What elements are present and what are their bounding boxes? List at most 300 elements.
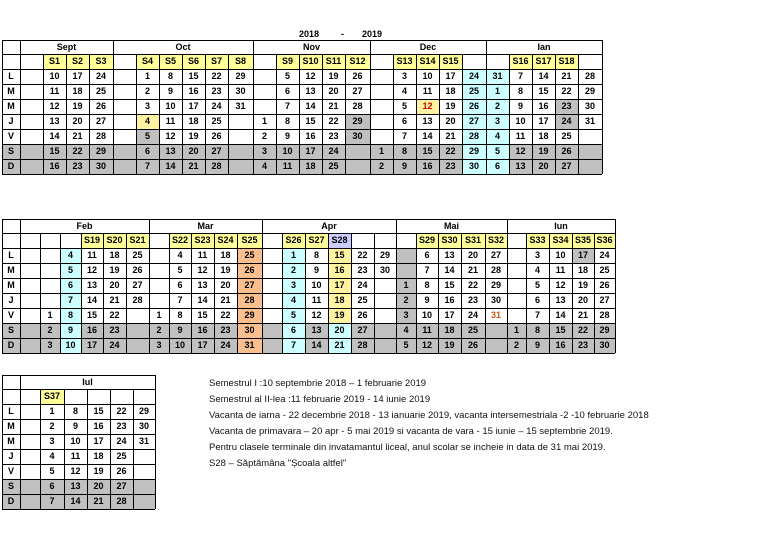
day-cell: 13 [515,161,526,171]
day-cell [374,323,396,338]
day-label: M [7,86,15,96]
day-cell: 13 [165,146,176,156]
day-cell [113,159,136,174]
week-label [149,233,169,248]
day-cell: 10 [174,340,185,350]
day-cell [149,248,169,263]
day-cell [370,99,393,114]
day-cell: 8 [517,86,523,96]
day-cell: 4 [261,161,267,171]
day-cell: 18 [109,250,120,260]
day-cell: 22 [577,325,588,335]
day-cell: 7 [49,496,55,506]
day-cell [374,338,396,353]
day-cell: 22 [357,250,368,260]
grid-line [2,338,615,339]
grid-line [351,233,352,353]
grid-line [159,54,160,174]
day-cell: 3 [261,146,267,156]
day-cell: 25 [599,265,610,275]
day-cell: 21 [328,101,339,111]
day-cell: 12 [86,265,97,275]
day-cell: 1 [47,310,53,320]
grid-line [486,40,487,174]
day-cell: 1 [156,310,162,320]
day-cell: 17 [86,340,97,350]
day-cell: 23 [211,86,222,96]
day-cell: 23 [357,265,368,275]
day-cell: 24 [328,146,339,156]
day-label: J [8,295,14,305]
week-label [253,54,276,69]
day-cell: 16 [444,295,455,305]
day-cell: 12 [416,99,439,114]
day-cell: 14 [311,340,322,350]
day-cell: 24 [220,340,231,350]
day-cell: 4 [396,323,416,338]
day-cell: 14 [305,101,316,111]
month-label: Ian [537,42,551,52]
week-label [87,389,110,404]
day-cell: 5 [403,340,409,350]
day-cell: 13 [70,481,81,491]
grid-line [370,40,371,174]
day-cell: 20 [220,280,231,290]
week-label: S14 [416,54,439,69]
day-cell: 2 [378,161,384,171]
day-cell [126,308,149,323]
day-cell: 8 [60,308,81,323]
day-cell: 1 [486,84,509,99]
week-label [396,233,416,248]
day-cell [253,99,276,114]
day-cell [133,449,155,464]
day-cell: 27 [561,161,572,171]
day-cell: 14 [555,310,566,320]
week-label: S27 [305,233,328,248]
week-label [486,54,509,69]
day-cell: 18 [220,250,231,260]
day-cell [113,114,136,129]
day-cell: 21 [72,131,83,141]
month-label: Mai [443,221,459,231]
day-cell [20,84,43,99]
day-cell: 16 [422,161,433,171]
day-cell: 26 [95,101,106,111]
day-cell [485,338,507,353]
day-cell [262,338,282,353]
week-label: S10 [299,54,322,69]
week-label: S16 [509,54,532,69]
day-cell: 18 [93,451,104,461]
day-cell: 22 [109,310,120,320]
day-cell: 24 [116,436,127,446]
grid-line [155,375,156,509]
day-cell: 2 [282,263,305,278]
day-cell: 17 [328,278,351,293]
day-cell: 7 [517,71,523,81]
year-separator: - [341,29,344,39]
day-cell: 17 [444,310,455,320]
day-cell [507,308,526,323]
day-cell: 15 [444,280,455,290]
day-cell [149,263,169,278]
day-cell: 5 [60,263,81,278]
grid-line [507,219,508,353]
day-cell: 31 [584,116,595,126]
grid-line [182,54,183,174]
day-cell: 20 [467,250,478,260]
day-cell: 29 [95,146,106,156]
day-label: D [7,161,15,171]
day-cell: 7 [284,101,290,111]
day-cell: 24 [211,101,222,111]
day-cell: 13 [311,325,322,335]
day-cell: 1 [49,406,55,416]
day-cell [578,144,602,159]
day-cell: 20 [109,280,120,290]
day-cell: 9 [517,101,523,111]
week-label: S36 [594,233,615,248]
grid-line [2,248,615,249]
grid-line [2,40,3,174]
legend-semester-2: Semestrul al II-lea :11 februarie 2019 - 14 iunie 2019 [209,394,431,405]
day-cell: 29 [490,280,501,290]
week-label: S19 [81,233,103,248]
day-cell: 13 [86,280,97,290]
day-cell [20,278,40,293]
grid-line [416,54,417,174]
day-cell: 11 [555,265,566,275]
day-cell: 3 [534,250,540,260]
day-cell: 27 [95,116,106,126]
day-cell [507,248,526,263]
week-label [110,389,133,404]
day-cell: 15 [93,406,104,416]
day-cell: 4 [177,250,183,260]
day-cell: 27 [490,250,501,260]
grid-line [2,219,615,220]
day-cell: 3 [401,71,407,81]
day-cell: 2 [513,340,519,350]
day-cell: 28 [132,295,143,305]
grid-line [113,40,114,174]
week-label: S37 [40,389,64,404]
day-cell [126,338,149,353]
day-cell [262,323,282,338]
week-label: S25 [237,233,262,248]
day-cell: 11 [422,86,433,96]
day-cell: 22 [561,86,572,96]
day-cell: 29 [599,325,610,335]
day-cell: 15 [305,116,316,126]
day-cell: 17 [572,248,594,263]
legend-school-different-week: S28 – Săptămâna "Școala altfel" [209,458,347,469]
grid-line [136,54,137,174]
day-cell [396,248,416,263]
day-cell: 26 [116,466,127,476]
day-cell: 14 [70,496,81,506]
day-cell [396,263,416,278]
legend-final-classes: Pentru clasele terminale din invatamantul liceal, anul scolar se incheie in data de 31 mai 2019. [209,442,606,453]
day-cell [507,293,526,308]
grid-line [2,144,602,145]
day-cell: 8 [72,406,78,416]
day-cell: 20 [328,323,351,338]
day-cell: 27 [599,295,610,305]
day-cell [20,69,43,84]
day-cell: 23 [72,161,83,171]
grid-line [253,40,254,174]
day-cell: 4 [401,86,407,96]
day-cell: 6 [534,295,540,305]
day-cell: 29 [379,250,390,260]
day-cell [20,323,40,338]
week-label: S35 [572,233,594,248]
day-cell: 22 [72,146,83,156]
day-cell: 19 [328,308,351,323]
grid-line [103,233,104,353]
day-cell: 28 [490,265,501,275]
week-label: S32 [485,233,507,248]
day-cell: 31 [138,436,149,446]
day-cell [126,323,149,338]
day-label: M [7,421,15,431]
day-cell [113,69,136,84]
day-cell: 16 [93,421,104,431]
grid-line [214,233,215,353]
day-cell: 1 [396,278,416,293]
day-cell: 25 [357,295,368,305]
grid-line [2,174,602,175]
grid-line [549,233,550,353]
day-cell: 31 [235,101,246,111]
day-cell: 30 [95,161,106,171]
grid-line [2,99,602,100]
day-cell: 7 [534,310,540,320]
grid-line [262,219,263,353]
week-label [262,233,282,248]
day-cell: 14 [197,295,208,305]
day-cell: 14 [86,295,97,305]
grid-line [89,54,90,174]
day-cell: 14 [422,131,433,141]
grid-line [2,84,602,85]
day-cell [20,434,40,449]
day-cell: 20 [577,295,588,305]
day-cell: 14 [165,161,176,171]
grid-line [20,219,21,353]
day-cell: 26 [561,146,572,156]
grid-line [396,219,397,353]
day-cell [20,494,40,509]
day-cell [20,293,40,308]
month-label: Apr [321,221,337,231]
day-cell: 11 [282,161,293,171]
day-cell: 24 [357,280,368,290]
day-label: D [7,340,15,350]
day-cell: 21 [93,496,104,506]
day-cell: 13 [197,280,208,290]
day-cell: 16 [305,131,316,141]
week-label: S9 [276,54,299,69]
day-cell [262,248,282,263]
grid-line [2,293,615,294]
grid-line [2,308,615,309]
day-cell [374,293,396,308]
day-cell [20,404,40,419]
grid-line [578,54,579,174]
grid-line [64,389,65,509]
day-cell: 3 [144,101,150,111]
day-cell: 8 [313,250,319,260]
grid-line [485,233,486,353]
day-cell: 1 [282,248,305,263]
day-cell: 19 [109,265,120,275]
week-label: S29 [416,233,438,248]
day-cell: 12 [305,71,316,81]
day-cell: 19 [444,340,455,350]
day-cell: 28 [211,161,222,171]
day-cell [370,129,393,144]
day-cell: 20 [445,116,456,126]
week-label [20,54,43,69]
day-cell: 4 [136,114,159,129]
day-cell: 8 [401,146,407,156]
day-cell: 26 [467,340,478,350]
day-cell [20,99,43,114]
day-cell: 31 [490,310,501,320]
grid-line [110,389,111,509]
grid-line [191,233,192,353]
day-cell: 9 [177,325,183,335]
day-cell: 23 [328,131,339,141]
day-cell: 28 [599,310,610,320]
grid-line [509,54,510,174]
day-cell: 2 [486,99,509,114]
week-label [40,233,60,248]
day-cell [113,144,136,159]
grid-line [66,54,67,174]
day-label: D [7,496,15,506]
day-cell: 12 [515,146,526,156]
day-label: V [7,131,14,141]
day-cell: 16 [197,325,208,335]
grid-line [374,233,375,353]
day-cell: 10 [60,338,81,353]
day-cell [20,114,43,129]
day-label: S [7,481,14,491]
day-cell: 12 [421,340,432,350]
day-cell: 6 [424,250,430,260]
day-cell: 17 [305,146,316,156]
day-cell: 29 [462,144,486,159]
day-cell: 2 [144,86,150,96]
day-cell: 22 [220,310,231,320]
day-cell: 21 [109,295,120,305]
day-cell: 17 [72,71,83,81]
day-cell: 9 [167,86,173,96]
month-label: Oct [175,42,191,52]
day-cell [40,293,60,308]
day-cell: 30 [235,86,246,96]
day-cell [20,464,40,479]
day-cell: 24 [555,114,578,129]
week-label: S13 [393,54,416,69]
day-cell [113,84,136,99]
day-cell: 30 [462,159,486,174]
day-cell: 19 [445,101,456,111]
week-label [60,233,81,248]
day-cell: 5 [284,71,290,81]
day-cell: 6 [49,481,55,491]
grid-line [169,233,170,353]
day-cell: 8 [534,325,540,335]
grid-line [81,233,82,353]
day-cell: 27 [237,278,262,293]
legend-winter-vacation: Vacanta de iarna - 22 decembrie 2018 - 13 ianuarie 2019, vacanta intersemestriala -2 -10 februarie 2018 [209,410,649,421]
day-cell: 6 [486,159,509,174]
grid-line [40,233,41,353]
day-cell [262,293,282,308]
grid-line [149,219,150,353]
month-label: Iul [82,377,93,387]
grid-line [555,54,556,174]
day-cell [20,338,40,353]
day-cell: 17 [188,101,199,111]
grid-line [282,233,283,353]
day-cell: 7 [60,293,81,308]
day-cell: 3 [396,308,416,323]
day-cell [40,248,60,263]
day-cell: 5 [534,280,540,290]
week-label [578,54,602,69]
week-label: S24 [214,233,237,248]
day-cell: 10 [49,71,60,81]
day-cell: 17 [197,340,208,350]
day-cell: 31 [237,338,262,353]
grid-line [2,54,602,55]
day-cell: 26 [357,310,368,320]
grid-line [345,54,346,174]
day-cell: 25 [462,84,486,99]
day-cell: 30 [584,101,595,111]
week-label: S12 [345,54,370,69]
day-label: M [7,436,15,446]
grid-line [299,54,300,174]
day-cell: 25 [561,131,572,141]
grid-line [228,54,229,174]
week-label [374,233,396,248]
grid-line [237,233,238,353]
day-cell: 6 [284,86,290,96]
legend-spring-summer-vacation: Vacanta de primavara – 20 apr - 5 mai 2019 si vacanta de vara - 15 iunie – 15 septembrie 2019. [209,426,613,437]
day-cell: 29 [138,406,149,416]
day-cell [370,69,393,84]
day-cell: 13 [444,250,455,260]
day-cell: 14 [444,265,455,275]
day-cell [370,84,393,99]
day-cell: 17 [538,116,549,126]
day-cell: 15 [188,71,199,81]
day-cell: 10 [165,101,176,111]
day-cell: 18 [538,131,549,141]
day-cell [228,114,253,129]
day-cell: 10 [421,310,432,320]
day-cell: 5 [49,466,55,476]
day-cell: 29 [345,114,370,129]
day-cell: 12 [197,265,208,275]
